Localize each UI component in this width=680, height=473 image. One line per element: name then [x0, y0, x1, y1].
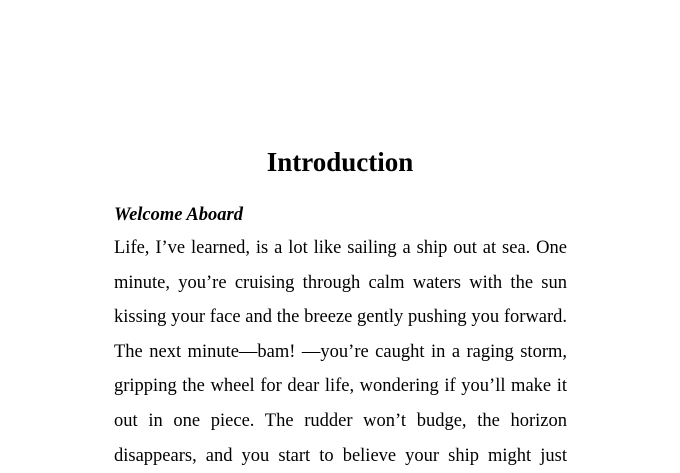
body-paragraph: [114, 231, 567, 473]
body-line: disappears, and you start to believe your ship might just: [114, 445, 567, 466]
body-line: The next minute—bam! —you’re caught in a raging storm,: [114, 341, 567, 362]
chapter-title: Introduction: [266, 147, 414, 177]
section-heading: Welcome Aboard: [114, 205, 243, 225]
body-line: gripping the wheel for dear life, wondering if you’ll make it: [114, 376, 567, 397]
body-line: kissing your face and the breeze gently pushing you forward.: [114, 307, 567, 328]
body-line: out in one piece. The rudder won’t budge, the horizon: [114, 410, 567, 431]
body-line: minute, you’re cruising through calm waters with the sun: [114, 272, 567, 293]
body-line: Life, I’ve learned, is a lot like sailing a ship out at sea. One: [114, 238, 567, 258]
